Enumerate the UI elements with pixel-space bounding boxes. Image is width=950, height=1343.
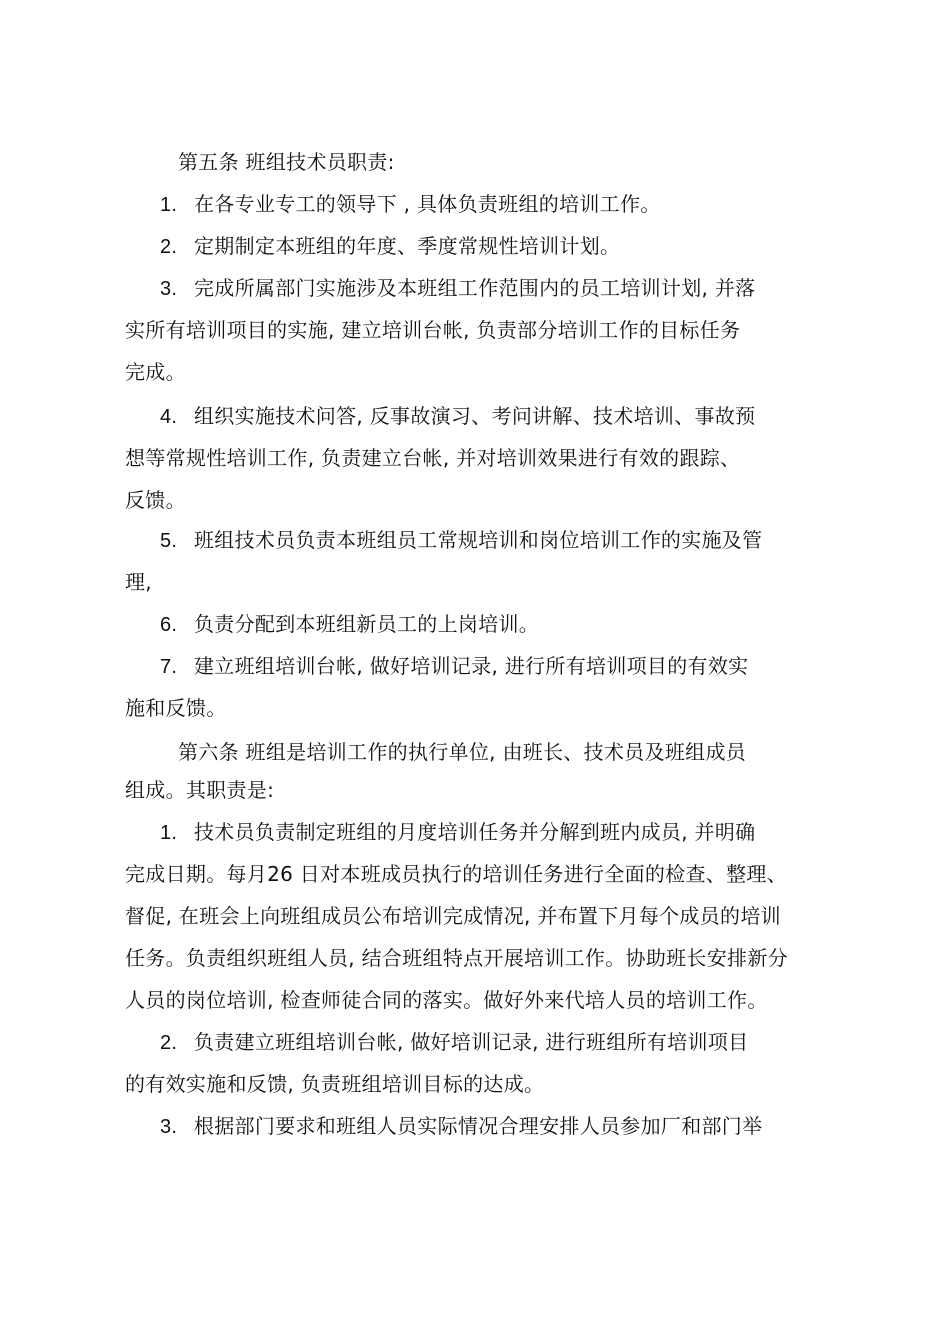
- item-number: 3.: [160, 1116, 178, 1138]
- item-text: 技术员负责制定班组的月度培训任务并分解到班内成员, 并明确: [194, 820, 756, 844]
- item-text: 班组技术员负责本班组员工常规培训和岗位培训工作的实施及管: [194, 528, 763, 552]
- item-number: 3.: [160, 278, 178, 300]
- article5-item4-line2: 想等常规性培训工作, 负责建立台帐, 并对培训效果进行有效的跟踪、: [125, 446, 741, 470]
- item-text: 组织实施技术问答, 反事故演习、考问讲解、技术培训、事故预: [194, 404, 756, 428]
- item-number: 1.: [160, 194, 178, 216]
- article6-heading-line1: 第六条 班组是培训工作的执行单位, 由班长、技术员及班组成员: [178, 740, 747, 764]
- article5-item5-line2: 理,: [125, 570, 152, 594]
- item-text: 定期制定本班组的年度、季度常规性培训计划。: [194, 234, 621, 258]
- item-text: 建立班组培训台帐, 做好培训记录, 进行所有培训项目的有效实: [194, 654, 749, 678]
- article6-item3-line1: [160, 1112, 762, 1141]
- article5-item4-line3: 反馈。: [125, 488, 186, 512]
- article5-item3-line1: [160, 274, 755, 303]
- item-number: 4.: [160, 406, 178, 428]
- article5-heading: 第五条 班组技术员职责:: [178, 150, 395, 174]
- item-text: 根据部门要求和班组人员实际情况合理安排人员参加厂和部门举: [194, 1114, 763, 1138]
- item-text: 在各专业专工的领导下 , 具体负责班组的培训工作。: [194, 192, 661, 216]
- item-number: 7.: [160, 656, 178, 678]
- article5-item7-line1: [160, 652, 748, 681]
- article5-item4-line1: [160, 402, 755, 431]
- article5-item2: [160, 232, 620, 261]
- item-number: 2.: [160, 1032, 178, 1054]
- article6-item2-line1: [160, 1028, 748, 1057]
- article5-item6: [160, 610, 539, 639]
- article6-heading-line2: 组成。其职责是:: [125, 778, 275, 802]
- article5-item7-line2: 施和反馈。: [125, 696, 227, 720]
- article5-item1: [160, 190, 661, 219]
- article5-item3-line2: 实所有培训项目的实施, 建立培训台帐, 负责部分培训工作的目标任务: [125, 318, 741, 342]
- article6-item1-line4: 任务。负责组织班组人员, 结合班组特点开展培训工作。协助班长安排新分: [125, 946, 788, 970]
- item-number: 1.: [160, 822, 178, 844]
- article6-item1-line2: 完成日期。每月26 日对本班成员执行的培训任务进行全面的检查、整理、: [125, 862, 788, 886]
- article6-item2-line2: 的有效实施和反馈, 负责班组培训目标的达成。: [125, 1072, 545, 1096]
- item-text: 负责建立班组培训台帐, 做好培训记录, 进行班组所有培训项目: [194, 1030, 749, 1054]
- item-number: 5.: [160, 530, 178, 552]
- article5-item3-line3: 完成。: [125, 360, 186, 384]
- article6-item1-line1: [160, 818, 755, 847]
- article5-item5-line1: [160, 526, 762, 555]
- item-text: 负责分配到本班组新员工的上岗培训。: [194, 612, 540, 636]
- article6-item1-line5: 人员的岗位培训, 检查师徒合同的落实。做好外来代培人员的培训工作。: [125, 988, 768, 1012]
- item-number: 6.: [160, 614, 178, 636]
- article6-item1-line3: 督促, 在班会上向班组成员公布培训完成情况, 并布置下月每个成员的培训: [125, 904, 781, 928]
- item-number: 2.: [160, 236, 178, 258]
- item-text: 完成所属部门实施涉及本班组工作范围内的员工培训计划, 并落: [194, 276, 756, 300]
